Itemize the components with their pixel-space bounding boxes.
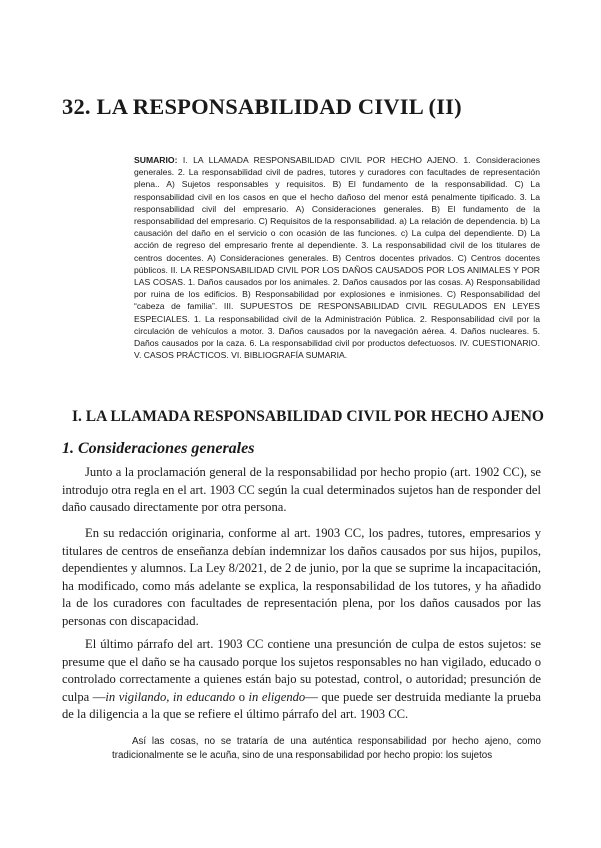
paragraph-3-latin-term-1: in vigilando, in educando bbox=[105, 689, 236, 704]
paragraph-3-part-b: o bbox=[235, 689, 249, 704]
paragraph-3 bbox=[62, 636, 541, 724]
summary-label: SUMARIO: bbox=[134, 155, 178, 165]
small-print-note: Así las cosas, no se trataría de una auténtica responsabilidad por hecho ajeno, como tradicionalmente se le acuña, sino de una responsabilidad por hecho propio: los sujetos bbox=[112, 736, 541, 762]
summary-block bbox=[134, 154, 540, 361]
paragraph-2: En su redacción originaria, conforme al art. 1903 CC, los padres, tutores, empresarios y titulares de centros de enseñanza debían indemnizar los daños causados por sus hijos, pupilos, dependientes y alumnos. La Ley 8/2021, de 2 de junio, por la que se suprime la incapacitación, ha modificado, como más adelante se explica, la responsabilidad de los tutores, y ha añadido la de los curadores con facultades de representación plena, por los daños causados por las personas con discapacidad. bbox=[62, 526, 541, 628]
subsection-heading: 1. Consideraciones generales bbox=[62, 440, 255, 457]
paragraph-3-part-a: El último párrafo del art. 1903 CC contiene una presunción de culpa de estos sujetos: se presume que el daño se ha causado porque los sujetos responsables no han vigilado, educado o controlado correctamente a quienes están bajo su potestad, control, o autoridad; presunción de culpa — bbox=[62, 637, 541, 704]
paragraph-3-part-c: — que puede ser destruida mediante la prueba de la diligencia a la que se refiere el último párrafo del art. 1903 CC. bbox=[62, 689, 542, 721]
paragraph-3-latin-term-2: in eligendo bbox=[248, 689, 306, 704]
paragraph-1: Junto a la proclamación general de la responsabilidad por hecho propio (art. 1902 CC), se introdujo otra regla en el art. 1903 CC según la cual determinados sujetos han de responder del daño causado directamente por otra persona. bbox=[62, 465, 541, 514]
chapter-title: 32. LA RESPONSABILIDAD CIVIL (II) bbox=[62, 94, 462, 119]
section-heading: I. LA LLAMADA RESPONSABILIDAD CIVIL POR HECHO AJENO bbox=[72, 408, 544, 425]
summary-text: I. LA LLAMADA RESPONSABILIDAD CIVIL POR HECHO AJENO. 1. Consideraciones generales. 2. La responsabilidad civil de padres, tutores y curadores con facultades de representación plena.. A) Sujetos responsables y requisitos. B) El fundamento de la responsabilidad. C) La responsabilidad civil en los casos en que el hecho dañoso del menor está penalmente tipificado. 3. La responsabilidad civil del empresario. A) Consideraciones generales. B) El fundamento de la responsabilidad del empresario. C) Requisitos de la responsabilidad. a) La relación de dependencia. b) La causación del daño en el servicio o con ocasión de las funciones. c) La culpa del dependiente. D) La acción de regreso del empresario frente al dependiente. 3. La responsabilidad civil de los titulares de centros docentes. A) Consideraciones generales. B) Centros docentes privados. C) Centros docentes públicos. II. LA RESPONSABILIDAD CIVIL POR LOS DAÑOS CAUSADOS POR LOS ANIMALES Y POR LAS COSAS. 1. Daños causados por los animales. 2. Daños causados por las cosas. A) Responsabilidad por ruina de los edificios. B) Responsabilidad por explosiones e inmisiones. C) Responsabilidad del “cabeza de familia”. III. SUPUESTOS DE RESPONSABILIDAD CIVIL REGULADOS EN LEYES ESPECIALES. 1. La responsabilidad civil de la Administración Pública. 2. Responsabilidad civil por la circulación de vehículos a motor. 3. Daños causados por la navegación aérea. 4. Daños nucleares. 5. Daños causados por la caza. 6. La responsabilidad civil por productos defectuosos. IV. CUESTIONARIO. V. CASOS PRÁCTICOS. VI. BIBLIOGRAFÍA SUMARIA. bbox=[134, 155, 540, 361]
